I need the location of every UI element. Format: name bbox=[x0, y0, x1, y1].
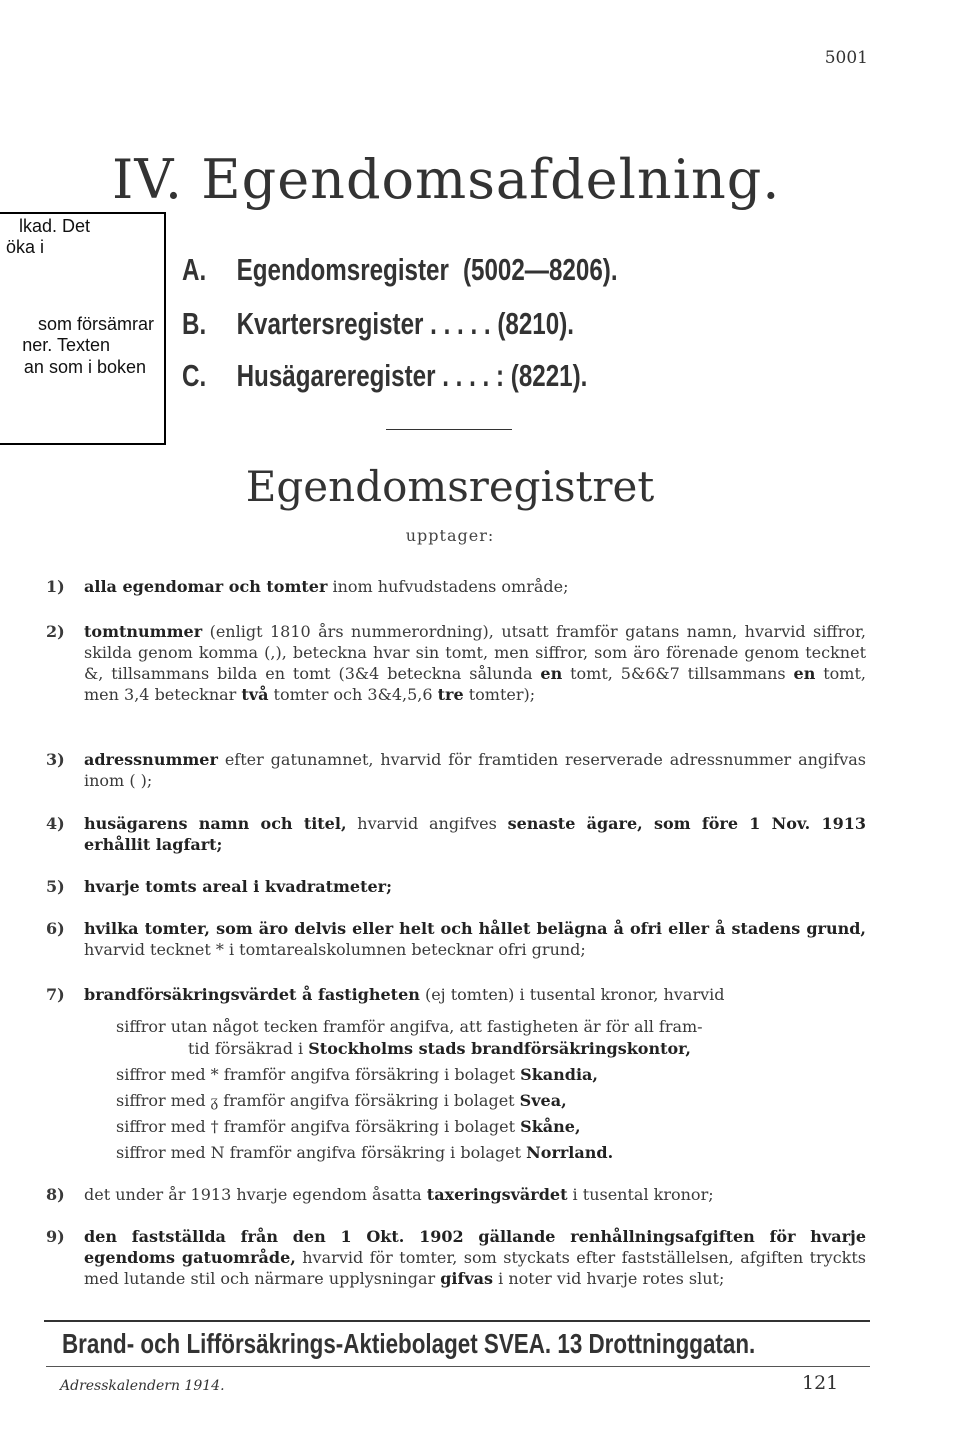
note-line: ner. Texten bbox=[22, 335, 110, 355]
item-bold: en bbox=[793, 664, 816, 683]
item-bold: gifvas bbox=[440, 1269, 494, 1288]
item-number: 3) bbox=[46, 750, 65, 769]
register-subtitle: upptager: bbox=[405, 526, 495, 545]
item-bold: den fastställda från den 1 Okt. 1902 gällande renhållningsafgiften för hvarje egendoms gatuområde, bbox=[84, 1227, 866, 1267]
list-item bbox=[46, 1184, 866, 1205]
insurance-text: tid försäkrad i bbox=[188, 1039, 309, 1058]
divider bbox=[386, 429, 512, 430]
insurance-bold: Svea, bbox=[519, 1091, 567, 1110]
toc-title: Husägareregister bbox=[236, 358, 436, 393]
item-text: inom hufvudstadens område; bbox=[327, 577, 569, 596]
advertisement-footer: Brand- och Lifförsäkrings-Aktiebolaget SVEA. 13 Drottninggatan. bbox=[62, 1328, 756, 1359]
item-bold: en bbox=[540, 664, 563, 683]
divider bbox=[46, 1366, 870, 1367]
item-bold: två bbox=[241, 685, 269, 704]
item-number: 2) bbox=[46, 622, 65, 641]
insurance-text: siffror med * framför angifva försäkring i bolaget bbox=[116, 1065, 521, 1084]
toc-entry-b bbox=[182, 306, 574, 342]
item-number: 8) bbox=[46, 1185, 65, 1204]
insurance-line bbox=[188, 1038, 691, 1059]
note-line: som försämrar bbox=[37, 314, 154, 334]
insurance-bold: Skåne, bbox=[520, 1117, 581, 1136]
list-item bbox=[46, 749, 866, 791]
toc-range: (8210). bbox=[497, 306, 574, 341]
section-title: IV. Egendomsafdelning. bbox=[112, 148, 781, 211]
item-bold: tomtnummer bbox=[84, 622, 203, 641]
item-number: 6) bbox=[46, 919, 65, 938]
item-bold: adressnummer bbox=[84, 750, 218, 769]
item-bold: tre bbox=[437, 685, 464, 704]
insurance-line bbox=[116, 1142, 613, 1163]
item-text: i tusental kronor; bbox=[567, 1185, 714, 1204]
list-item bbox=[46, 576, 866, 597]
item-number: 5) bbox=[46, 877, 65, 896]
item-text: efter gatunamnet, hvarvid för framtiden reserverade adressnummer angifvas inom ( ); bbox=[84, 750, 866, 790]
insurance-line bbox=[116, 1064, 598, 1085]
item-number: 1) bbox=[46, 577, 65, 596]
insurance-line bbox=[116, 1016, 703, 1037]
item-bold: brandförsäkringsvärdet å fastigheten bbox=[84, 985, 420, 1004]
item-bold: husägarens namn och titel, bbox=[84, 814, 347, 833]
item-bold: alla egendomar och tomter bbox=[84, 577, 328, 596]
toc-letter: A. bbox=[182, 252, 207, 287]
top-page-number: 5001 bbox=[824, 48, 868, 68]
insurance-text: siffror utan något tecken framför angifva, att fastigheten är för all fram- bbox=[116, 1017, 703, 1036]
insurance-text: siffror med † framför angifva försäkring i bolaget bbox=[116, 1117, 521, 1136]
insurance-bold: Skandia, bbox=[520, 1065, 598, 1084]
item-text: det under år 1913 hvarje egendom åsatta bbox=[84, 1185, 427, 1204]
insurance-bold: Stockholms stads brandförsäkringskontor, bbox=[308, 1039, 691, 1058]
list-item bbox=[46, 621, 866, 705]
footer-page-number: 121 bbox=[802, 1372, 839, 1394]
toc-letter: B. bbox=[182, 306, 207, 341]
item-text: tomt, 5&6&7 tillsammans bbox=[562, 664, 794, 683]
toc-letter: C. bbox=[182, 358, 207, 393]
item-number: 9) bbox=[46, 1227, 65, 1246]
divider bbox=[44, 1320, 870, 1322]
item-text: (enligt 1810 års nummerordning), utsatt framför gatans namn, hvarvid siffror, skilda genom komma (,), beteckna hvar sin tomt, men siffror, som äro förenade genom tecknet &, tillsammans bilda en tomt (3&4 beteckna sålunda bbox=[84, 622, 866, 683]
register-title: Egendomsregistret bbox=[245, 462, 655, 511]
item-bold: taxeringsvärdet bbox=[426, 1185, 568, 1204]
toc-dots: . . . . : bbox=[442, 358, 505, 393]
item-text: hvarvid tecknet * i tomtarealskolumnen betecknar ofri grund; bbox=[84, 940, 586, 959]
item-text: tomt, men 3,4 betecknar bbox=[84, 664, 866, 704]
item-bold: hvarje tomts areal i kvadratmeter; bbox=[84, 877, 393, 896]
item-text: i noter vid hvarje rotes slut; bbox=[493, 1269, 725, 1288]
list-item bbox=[46, 984, 866, 1005]
toc-title: Kvartersregister bbox=[236, 306, 424, 341]
item-text: (ej tomten) i tusental kronor, hvarvid bbox=[419, 985, 725, 1004]
insurance-text: siffror med ᵹ framför angifva försäkring i bolaget bbox=[116, 1091, 520, 1110]
toc-range: (5002—8206). bbox=[462, 252, 618, 287]
item-bold: senaste ägare, som före 1 Nov. 1913 erhållit lagfart; bbox=[84, 814, 867, 854]
insurance-text: siffror med N framför angifva försäkring i bolaget bbox=[116, 1143, 527, 1162]
insurance-line bbox=[116, 1090, 567, 1111]
list-item bbox=[46, 876, 866, 897]
toc-entry-a bbox=[182, 252, 618, 288]
note-line: öka i bbox=[5, 237, 44, 257]
toc-range: (8221). bbox=[510, 358, 588, 393]
item-text: tomter och 3&4,5,6 bbox=[268, 685, 438, 704]
item-text: hvarvid för tomter, som styckats efter fastställelsen, afgiften tryckts med lutande stil och närmare upplysningar bbox=[84, 1248, 866, 1288]
item-bold: hvilka tomter, som äro delvis eller helt och hållet belägna å ofri eller å stadens grund, bbox=[84, 919, 866, 938]
overlay-note-box bbox=[0, 212, 166, 445]
insurance-line bbox=[116, 1116, 581, 1137]
insurance-bold: Norrland. bbox=[526, 1143, 614, 1162]
toc-title: Egendomsregister bbox=[236, 252, 449, 287]
list-item bbox=[46, 918, 866, 960]
item-number: 7) bbox=[46, 985, 65, 1004]
note-line: lkad. Det bbox=[18, 216, 90, 236]
list-item bbox=[46, 813, 866, 855]
toc-dots: . . . . . bbox=[430, 306, 491, 341]
note-line: an som i boken bbox=[23, 357, 146, 377]
item-number: 4) bbox=[46, 814, 65, 833]
list-item bbox=[46, 1226, 866, 1289]
footer-publication: Adresskalendern 1914. bbox=[60, 1378, 225, 1394]
item-text: hvarvid angifves bbox=[346, 814, 508, 833]
item-text: tomter); bbox=[463, 685, 536, 704]
toc-entry-c bbox=[182, 358, 587, 394]
